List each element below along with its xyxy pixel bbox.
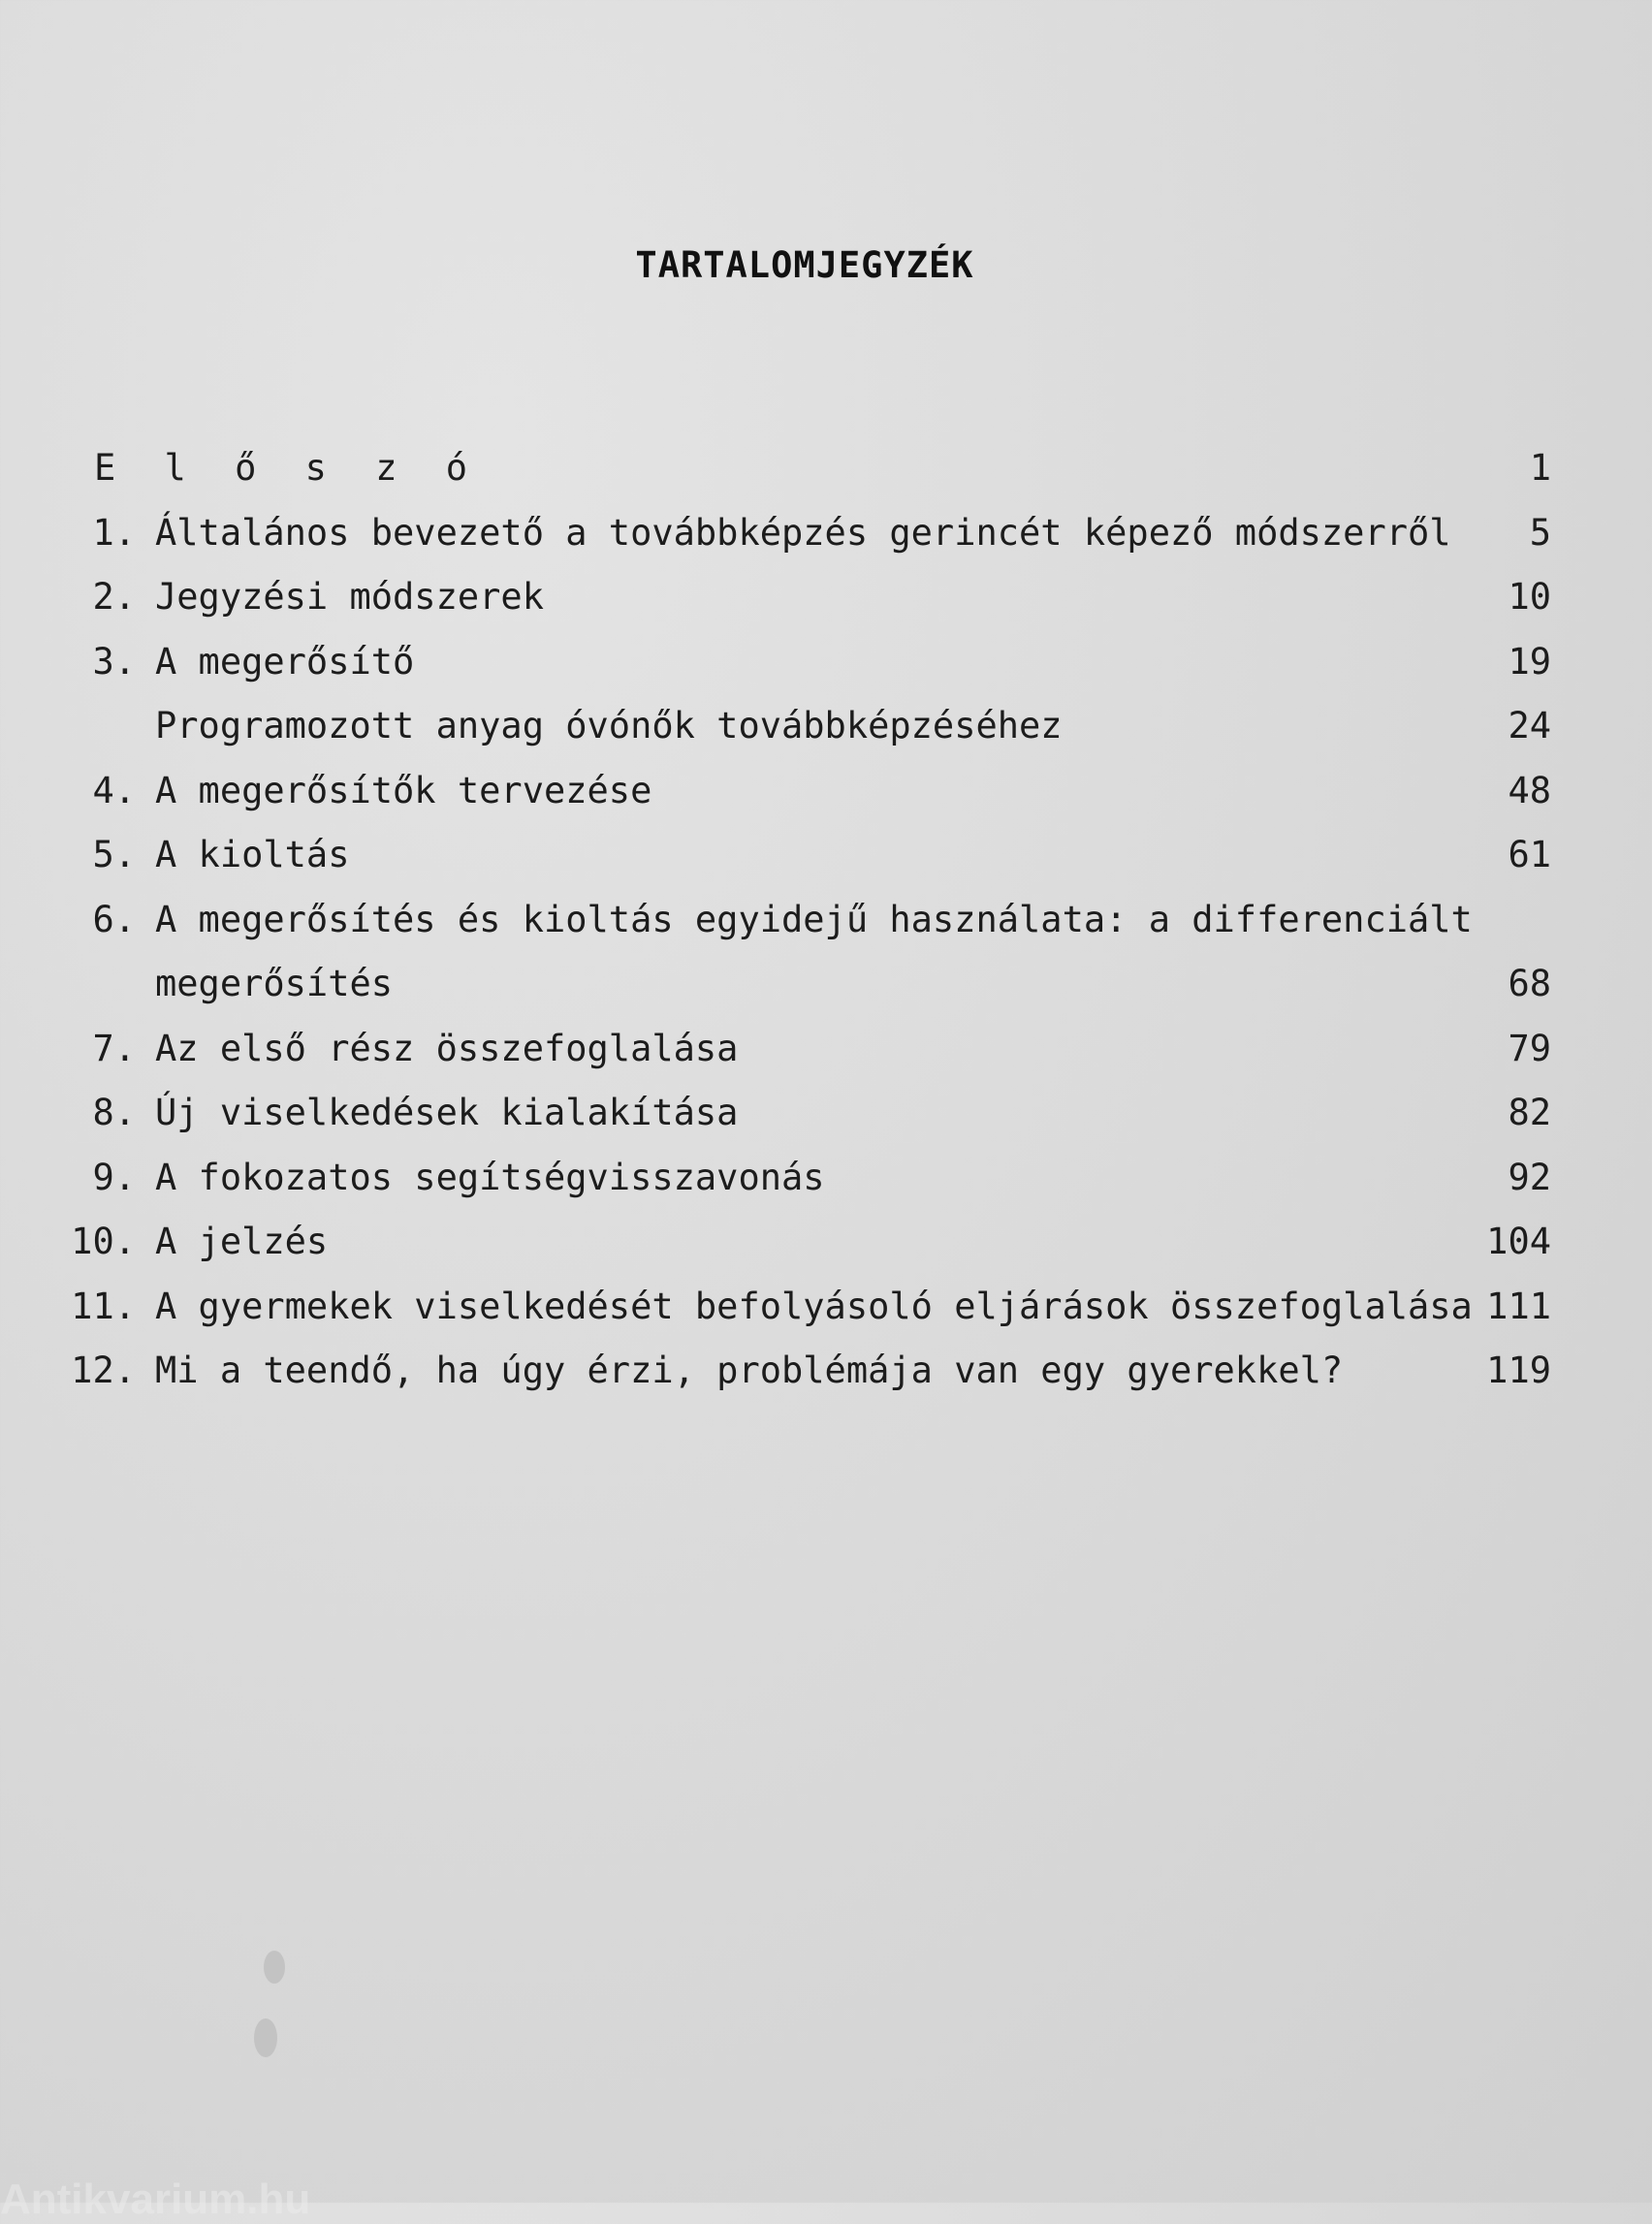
toc-row-6 <box>58 888 1551 953</box>
toc-row-7 <box>58 1017 1551 1082</box>
toc-number: 7. <box>92 1027 136 1069</box>
toc-row-8 <box>58 1081 1551 1146</box>
toc-title: Programozott anyag óvónők továbbképzéséhez <box>155 705 1063 747</box>
toc-title: E l ő s z ó <box>94 447 482 489</box>
toc-row-12 <box>58 1339 1551 1404</box>
toc-number: 8. <box>92 1092 136 1133</box>
toc-title: Általános bevezető a továbbképzés gerincét képező módszerről <box>155 511 1451 554</box>
toc-title: A megerősítés és kioltás egyidejű használata: a differenciált <box>155 898 1473 940</box>
watermark: Antikvarium.hu <box>0 2176 311 2223</box>
toc-row-foreword <box>58 436 1551 501</box>
table-of-contents <box>58 436 1551 1404</box>
toc-title: megerősítés <box>155 963 394 1004</box>
toc-page-number: 10 <box>1508 576 1551 618</box>
toc-title: Az első rész összefoglalása <box>155 1027 739 1069</box>
toc-page-number: 68 <box>1508 963 1551 1004</box>
toc-row-3 <box>58 630 1551 695</box>
toc-title: A jelzés <box>155 1221 329 1262</box>
toc-page-number: 92 <box>1508 1156 1551 1198</box>
toc-page-number: 48 <box>1508 769 1551 811</box>
toc-page-number: 104 <box>1486 1221 1551 1262</box>
toc-number: 6. <box>92 898 136 940</box>
page-title: TARTALOMJEGYZÉK <box>635 244 974 286</box>
toc-title: Mi a teendő, ha úgy érzi, problémája van egy gyerekkel? <box>155 1350 1344 1391</box>
paper-speck <box>254 2018 277 2057</box>
toc-page-number: 61 <box>1508 834 1551 875</box>
toc-page-number: 19 <box>1508 640 1551 683</box>
toc-number: 12. <box>71 1350 136 1391</box>
toc-number: 1. <box>92 511 136 554</box>
toc-row-1 <box>58 501 1551 566</box>
toc-page-number: 111 <box>1486 1285 1551 1327</box>
toc-page-number: 1 <box>1529 447 1551 489</box>
toc-number: 5. <box>92 834 136 875</box>
toc-number: 4. <box>92 769 136 811</box>
toc-row-3-sub <box>58 694 1551 759</box>
toc-number: 2. <box>92 576 136 618</box>
toc-title: A megerősítő <box>155 640 415 683</box>
toc-page-number: 24 <box>1508 705 1551 747</box>
toc-row-2 <box>58 565 1551 630</box>
toc-page-number: 5 <box>1529 511 1551 554</box>
toc-title: A gyermekek viselkedését befolyásoló eljárások összefoglalása <box>155 1285 1473 1327</box>
toc-page-number: 79 <box>1508 1027 1551 1069</box>
toc-number: 10. <box>71 1221 136 1262</box>
toc-row-4 <box>58 759 1551 824</box>
toc-title: A fokozatos segítségvisszavonás <box>155 1156 825 1198</box>
toc-title: A kioltás <box>155 834 350 875</box>
toc-title: A megerősítők tervezése <box>155 769 652 811</box>
toc-row-9 <box>58 1146 1551 1211</box>
toc-title: Új viselkedések kialakítása <box>155 1092 739 1133</box>
toc-row-6-cont <box>58 952 1551 1017</box>
toc-title: Jegyzési módszerek <box>155 576 544 618</box>
toc-row-11 <box>58 1275 1551 1340</box>
toc-number: 11. <box>71 1285 136 1327</box>
toc-row-10 <box>58 1210 1551 1275</box>
toc-page-number: 119 <box>1486 1350 1551 1391</box>
paper-speck <box>264 1951 285 1984</box>
toc-number: 3. <box>92 640 136 683</box>
toc-page-number: 82 <box>1508 1092 1551 1133</box>
toc-row-5 <box>58 823 1551 888</box>
toc-number: 9. <box>92 1156 136 1198</box>
